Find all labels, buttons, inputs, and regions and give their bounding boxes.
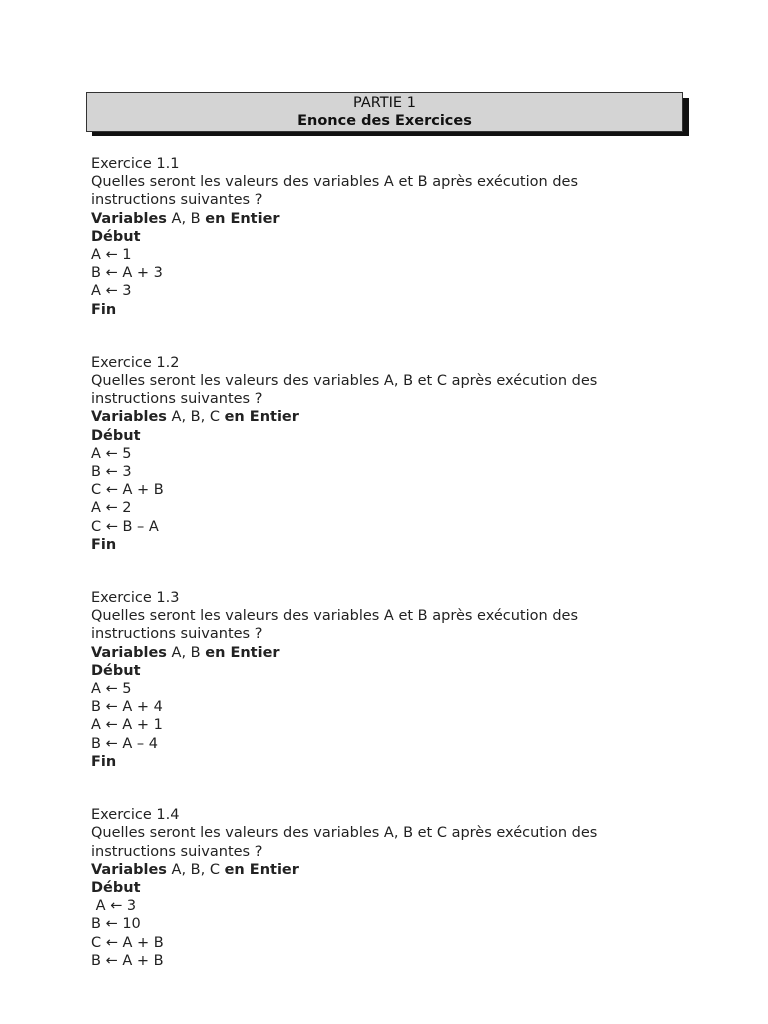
variable-names: A, B, C: [166, 861, 225, 878]
variable-type: en Entier: [205, 644, 280, 661]
instruction-line: A ← 5: [91, 681, 132, 698]
exercise-title: Exercice 1.2: [91, 354, 180, 371]
variables-declaration: [91, 210, 691, 228]
variable-names: A, B, C: [166, 409, 225, 426]
instruction-line: B ← A + 4: [91, 699, 163, 716]
instruction-line: A ← 5: [91, 445, 132, 462]
begin-keyword: Début: [91, 228, 141, 245]
begin-keyword: Début: [91, 662, 141, 679]
instruction-line: A ← 1: [91, 247, 132, 264]
instruction-line: B ← 10: [91, 916, 141, 933]
variable-names: A, B: [166, 644, 206, 661]
exercise-title: Exercice 1.4: [91, 807, 180, 824]
variable-type: en Entier: [224, 409, 299, 426]
part-title: PARTIE 1: [353, 95, 416, 111]
exercise-question: instructions suivantes ?: [91, 843, 263, 860]
end-keyword: Fin: [91, 753, 117, 770]
variable-type: en Entier: [205, 210, 280, 227]
exercise-question: Quelles seront les valeurs des variables A et B après exécution des: [91, 608, 578, 625]
exercise-question: instructions suivantes ?: [91, 192, 263, 209]
instruction-line: B ← 3: [91, 464, 132, 481]
variable-type: en Entier: [224, 861, 299, 878]
exercise-1-2: [91, 354, 691, 554]
instruction-line: C ← A + B: [91, 934, 164, 951]
instruction-line: A ← 2: [91, 500, 132, 517]
variables-keyword: Variables: [91, 861, 167, 878]
exercise-1-1: [91, 155, 691, 319]
instruction-line: A ← A + 1: [91, 717, 163, 734]
exercise-1-4: [91, 806, 691, 970]
exercise-question: instructions suivantes ?: [91, 626, 263, 643]
begin-keyword: Début: [91, 879, 141, 896]
instruction-line: A ← 3: [91, 283, 132, 300]
exercise-question: Quelles seront les valeurs des variables A, B et C après exécution des: [91, 373, 598, 390]
exercise-1-3: [91, 589, 691, 771]
begin-keyword: Début: [91, 427, 141, 444]
exercise-list: [91, 155, 691, 970]
exercise-title: Exercice 1.3: [91, 590, 180, 607]
section-title: Enonce des Exercices: [297, 113, 472, 129]
variables-declaration: [91, 861, 691, 879]
instruction-line: B ← A – 4: [91, 735, 158, 752]
exercise-title: Exercice 1.1: [91, 156, 180, 172]
end-keyword: Fin: [91, 301, 117, 318]
variables-keyword: Variables: [91, 644, 167, 661]
variables-keyword: Variables: [91, 409, 167, 426]
exercise-question: Quelles seront les valeurs des variables A et B après exécution des: [91, 174, 578, 191]
instruction-line: B ← A + 3: [91, 265, 163, 282]
instruction-line: C ← B – A: [91, 518, 159, 535]
section-header: [86, 92, 683, 132]
instruction-line: C ← A + B: [91, 482, 164, 499]
instruction-line: A ← 3: [91, 898, 137, 915]
end-keyword: Fin: [91, 536, 117, 553]
variable-names: A, B: [166, 210, 206, 227]
exercise-question: instructions suivantes ?: [91, 391, 263, 408]
instruction-line: B ← A + B: [91, 952, 164, 969]
exercise-question: Quelles seront les valeurs des variables A, B et C après exécution des: [91, 825, 598, 842]
variables-declaration: [91, 408, 691, 426]
variables-declaration: [91, 644, 691, 662]
variables-keyword: Variables: [91, 210, 167, 227]
